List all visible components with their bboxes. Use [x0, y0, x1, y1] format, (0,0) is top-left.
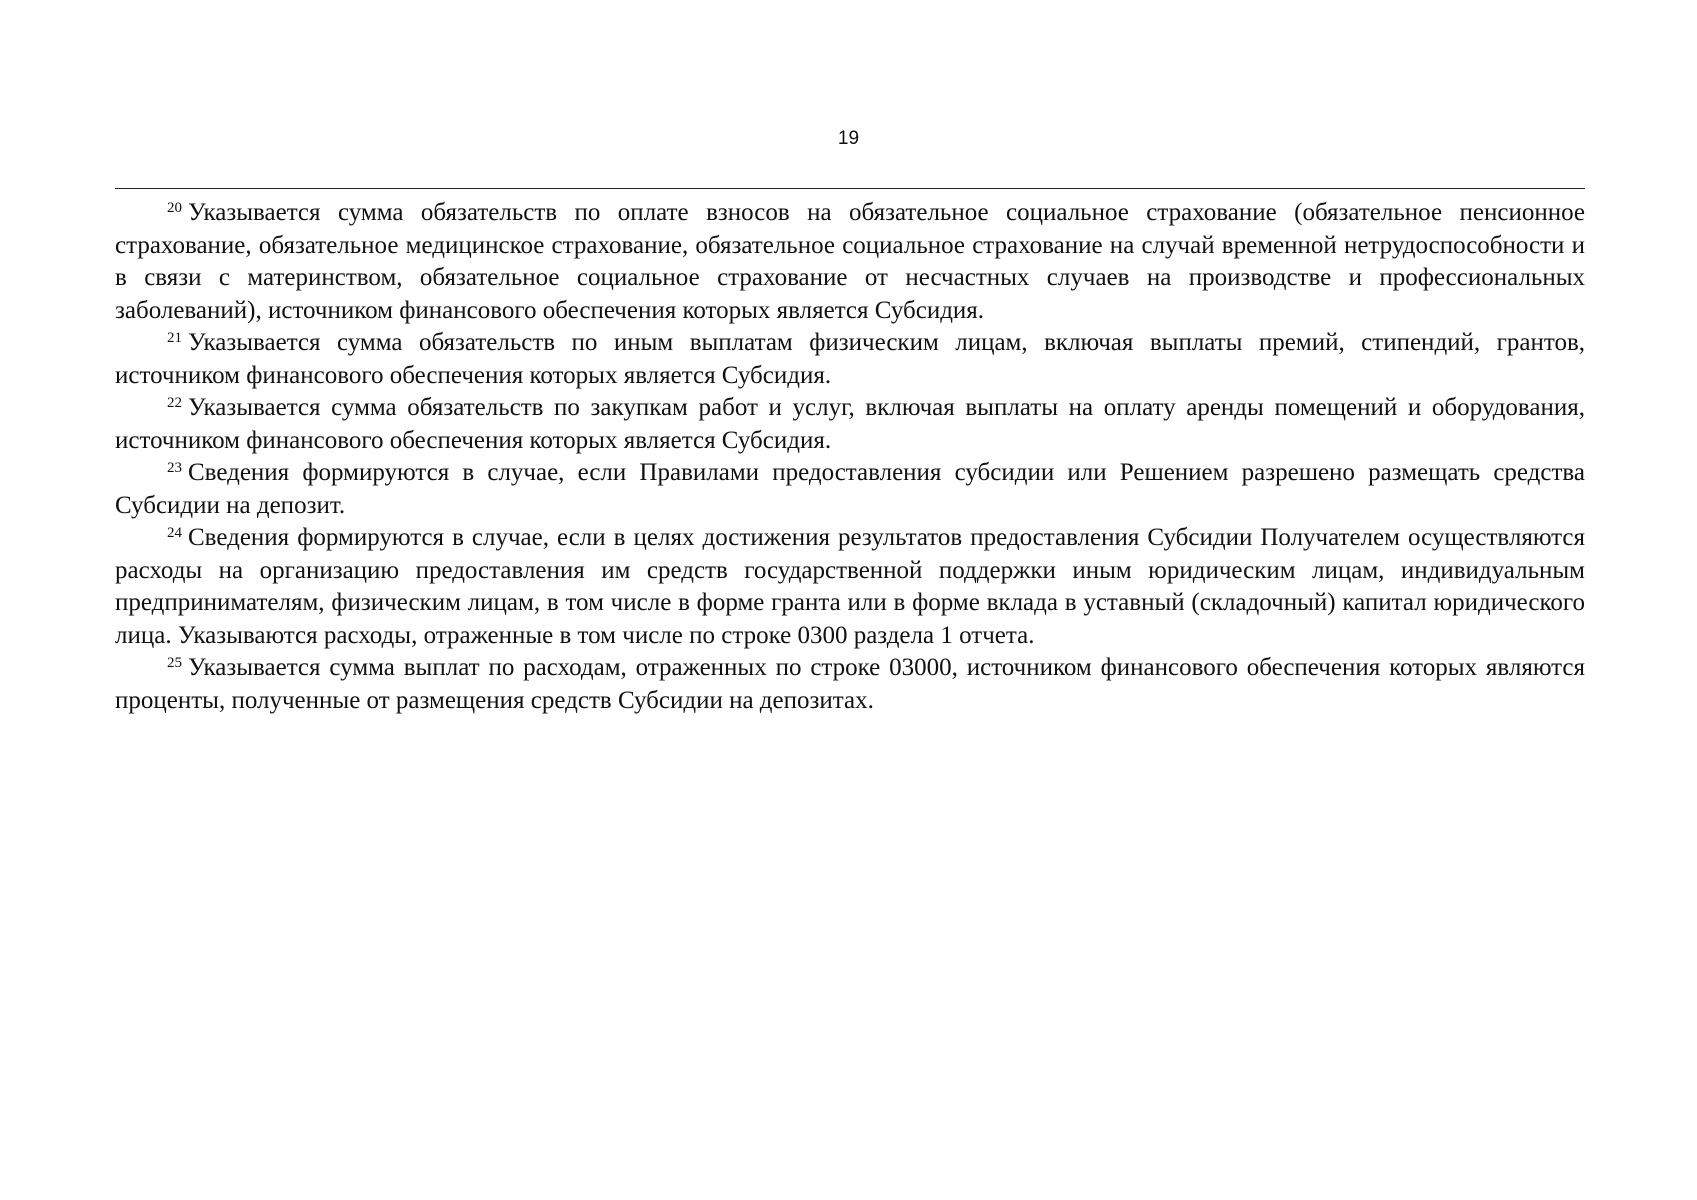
footnote-text: Указывается сумма обязательств по иным выплатам физическим лицам, включая выплаты премий, стипендий, грантов, источником финансового обеспечения которых является Субсидия.	[115, 329, 1585, 389]
footnote-text: Указывается сумма обязательств по оплате взносов на обязательное социальное страхование (обязательное пенсионное страхование, обязательное медицинское страхование, обязательное социальное страхование на случай временной нетрудоспособности и в связи с материнством, обязательное социальное страхование от несчастных случаев на производстве и профессиональных заболеваний), источником финансового обеспечения которых является Субсидия.	[115, 199, 1585, 324]
footnote-number: 24	[167, 524, 182, 541]
footnote-number: 25	[167, 654, 182, 671]
footnote-23	[115, 457, 1585, 522]
footnote-number: 21	[167, 329, 182, 346]
footnote-24	[115, 522, 1585, 652]
footnote-25	[115, 652, 1585, 717]
footnote-number: 23	[167, 459, 182, 476]
footnote-number: 20	[167, 199, 182, 216]
footnote-text: Сведения формируются в случае, если в целях достижения результатов предоставления Субсидии Получателем осуществляются расходы на организацию предоставления им средств государственной поддержки иным юридическим лицам, индивидуальным предпринимателям, физическим лицам, в том числе в форме гранта или в форме вклада в уставный (складочный) капитал юридического лица. Указываются расходы, отраженные в том числе по строке 0300 раздела 1 отчета.	[115, 524, 1585, 649]
footnote-number: 22	[167, 394, 182, 411]
footnote-text: Сведения формируются в случае, если Правилами предоставления субсидии или Решением разрешено размещать средства Субсидии на депозит.	[115, 459, 1585, 519]
footnote-21	[115, 327, 1585, 392]
footnote-separator	[115, 188, 1585, 189]
footnote-20	[115, 197, 1585, 327]
footnote-22	[115, 392, 1585, 457]
footnote-text: Указывается сумма выплат по расходам, отраженных по строке 03000, источником финансового обеспечения которых являются проценты, полученные от размещения средств Субсидии на депозитах.	[115, 654, 1585, 714]
page-number: 19	[837, 128, 860, 149]
footnote-text: Указывается сумма обязательств по закупкам работ и услуг, включая выплаты на оплату аренды помещений и оборудования, источником финансового обеспечения которых является Субсидия.	[115, 394, 1585, 454]
footnotes-section	[115, 197, 1585, 717]
